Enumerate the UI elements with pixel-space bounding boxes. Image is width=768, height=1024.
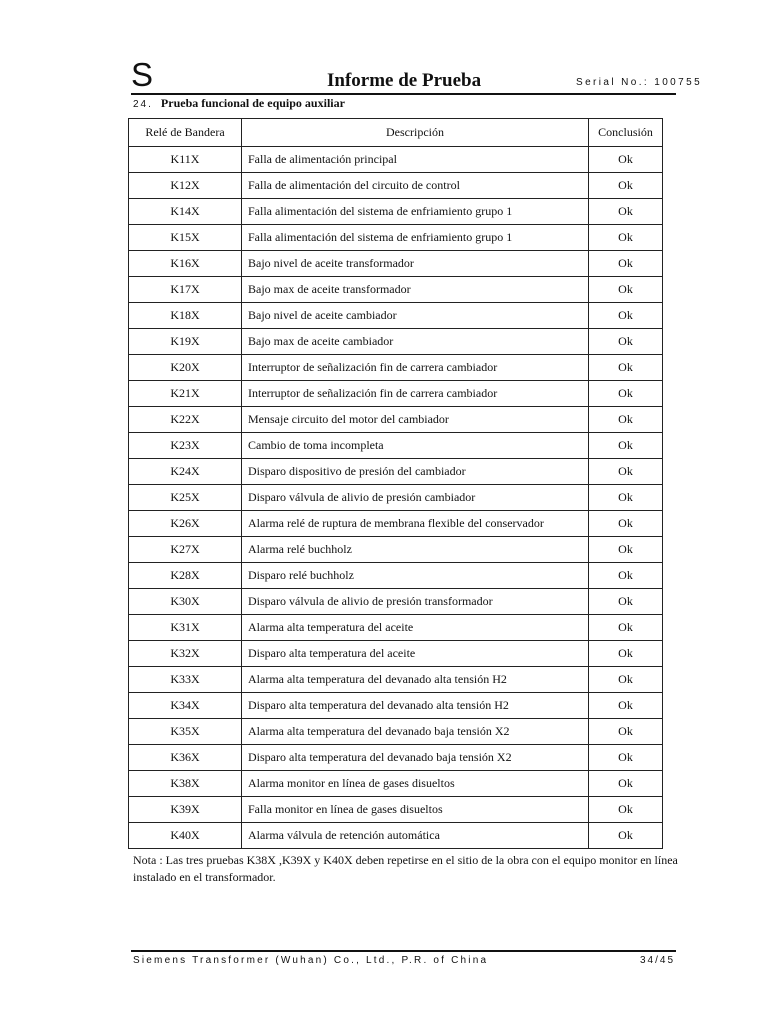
column-header-descripcion: Descripción [242,119,589,147]
cell-descripcion: Disparo válvula de alivio de presión cambiador [242,485,589,511]
cell-descripcion: Mensaje circuito del motor del cambiador [242,407,589,433]
cell-conclusion: Ok [589,511,663,537]
serial-number: Serial No.: 100755 [576,77,703,88]
table-note: Nota : Las tres pruebas K38X ,K39X y K40X deben repetirse en el sitio de la obra con el equipo monitor en línea instalado en el transformador. [133,853,678,884]
cell-rele: K28X [129,563,242,589]
table-row [129,615,663,641]
cell-conclusion: Ok [589,615,663,641]
table-row [129,277,663,303]
cell-rele: K17X [129,277,242,303]
cell-descripcion: Falla de alimentación del circuito de control [242,173,589,199]
test-results-table [128,118,663,849]
table-row [129,303,663,329]
cell-rele: K40X [129,823,242,849]
table-row [129,771,663,797]
cell-descripcion: Alarma monitor en línea de gases disueltos [242,771,589,797]
cell-conclusion: Ok [589,433,663,459]
cell-rele: K32X [129,641,242,667]
cell-rele: K25X [129,485,242,511]
cell-rele: K18X [129,303,242,329]
cell-conclusion: Ok [589,797,663,823]
cell-conclusion: Ok [589,225,663,251]
cell-descripcion: Alarma relé de ruptura de membrana flexible del conservador [242,511,589,537]
page-number: 34/45 [640,955,676,966]
cell-descripcion: Disparo alta temperatura del aceite [242,641,589,667]
cell-rele: K39X [129,797,242,823]
page-title: Informe de Prueba [327,70,482,91]
cell-rele: K15X [129,225,242,251]
table-row [129,693,663,719]
cell-conclusion: Ok [589,537,663,563]
cell-conclusion: Ok [589,719,663,745]
cell-rele: K20X [129,355,242,381]
cell-rele: K38X [129,771,242,797]
cell-rele: K19X [129,329,242,355]
cell-rele: K16X [129,251,242,277]
cell-conclusion: Ok [589,823,663,849]
cell-conclusion: Ok [589,173,663,199]
cell-descripcion: Bajo max de aceite transformador [242,277,589,303]
cell-descripcion: Alarma alta temperatura del devanado alta tensión H2 [242,667,589,693]
cell-conclusion: Ok [589,381,663,407]
table-row [129,719,663,745]
cell-conclusion: Ok [589,199,663,225]
cell-descripcion: Disparo válvula de alivio de presión transformador [242,589,589,615]
table-row [129,823,663,849]
cell-descripcion: Disparo dispositivo de presión del cambiador [242,459,589,485]
cell-rele: K21X [129,381,242,407]
table-row [129,173,663,199]
cell-conclusion: Ok [589,771,663,797]
cell-conclusion: Ok [589,329,663,355]
table-row [129,563,663,589]
cell-rele: K31X [129,615,242,641]
cell-descripcion: Falla monitor en línea de gases disueltos [242,797,589,823]
cell-descripcion: Disparo alta temperatura del devanado baja tensión X2 [242,745,589,771]
table-row [129,147,663,173]
cell-rele: K23X [129,433,242,459]
section-heading [133,96,345,111]
table-row [129,537,663,563]
cell-conclusion: Ok [589,277,663,303]
cell-conclusion: Ok [589,745,663,771]
cell-rele: K36X [129,745,242,771]
table-row [129,641,663,667]
table-row [129,511,663,537]
cell-conclusion: Ok [589,693,663,719]
cell-descripcion: Disparo relé buchholz [242,563,589,589]
cell-descripcion: Alarma relé buchholz [242,537,589,563]
cell-conclusion: Ok [589,641,663,667]
cell-descripcion: Bajo max de aceite cambiador [242,329,589,355]
cell-conclusion: Ok [589,355,663,381]
table-row [129,797,663,823]
cell-conclusion: Ok [589,147,663,173]
table-row [129,381,663,407]
cell-conclusion: Ok [589,563,663,589]
cell-rele: K34X [129,693,242,719]
cell-rele: K27X [129,537,242,563]
cell-descripcion: Cambio de toma incompleta [242,433,589,459]
column-header-conclusion: Conclusión [589,119,663,147]
cell-descripcion: Disparo alta temperatura del devanado alta tensión H2 [242,693,589,719]
cell-rele: K22X [129,407,242,433]
cell-descripcion: Alarma válvula de retención automática [242,823,589,849]
cell-conclusion: Ok [589,251,663,277]
table-row [129,407,663,433]
footer-divider [131,950,676,952]
cell-rele: K24X [129,459,242,485]
cell-descripcion: Interruptor de señalización fin de carrera cambiador [242,381,589,407]
table-row [129,355,663,381]
table-row [129,459,663,485]
table-row [129,251,663,277]
cell-conclusion: Ok [589,407,663,433]
cell-conclusion: Ok [589,485,663,511]
cell-descripcion: Interruptor de señalización fin de carrera cambiador [242,355,589,381]
cell-rele: K33X [129,667,242,693]
column-header-rele: Relé de Bandera [129,119,242,147]
table-row [129,589,663,615]
cell-descripcion: Alarma alta temperatura del devanado baja tensión X2 [242,719,589,745]
cell-descripcion: Falla alimentación del sistema de enfriamiento grupo 1 [242,199,589,225]
cell-rele: K35X [129,719,242,745]
cell-descripcion: Bajo nivel de aceite cambiador [242,303,589,329]
cell-conclusion: Ok [589,667,663,693]
cell-descripcion: Falla alimentación del sistema de enfriamiento grupo 1 [242,225,589,251]
footer-company: Siemens Transformer (Wuhan) Co., Ltd., P.R. of China [133,955,489,966]
table-row [129,225,663,251]
table-header-row [129,119,663,147]
table-row [129,329,663,355]
cell-rele: K26X [129,511,242,537]
section-title: Prueba funcional de equipo auxiliar [160,96,345,110]
cell-conclusion: Ok [589,589,663,615]
table-row [129,433,663,459]
table-row [129,745,663,771]
company-logo: S [131,56,154,93]
cell-descripcion: Falla de alimentación principal [242,147,589,173]
table-row [129,199,663,225]
table-row [129,485,663,511]
table-row [129,667,663,693]
cell-rele: K14X [129,199,242,225]
cell-rele: K12X [129,173,242,199]
cell-conclusion: Ok [589,459,663,485]
table-body [129,147,663,849]
cell-descripcion: Bajo nivel de aceite transformador [242,251,589,277]
section-number: 24. [133,99,153,110]
cell-descripcion: Alarma alta temperatura del aceite [242,615,589,641]
cell-conclusion: Ok [589,303,663,329]
header-divider [131,93,676,95]
cell-rele: K11X [129,147,242,173]
cell-rele: K30X [129,589,242,615]
